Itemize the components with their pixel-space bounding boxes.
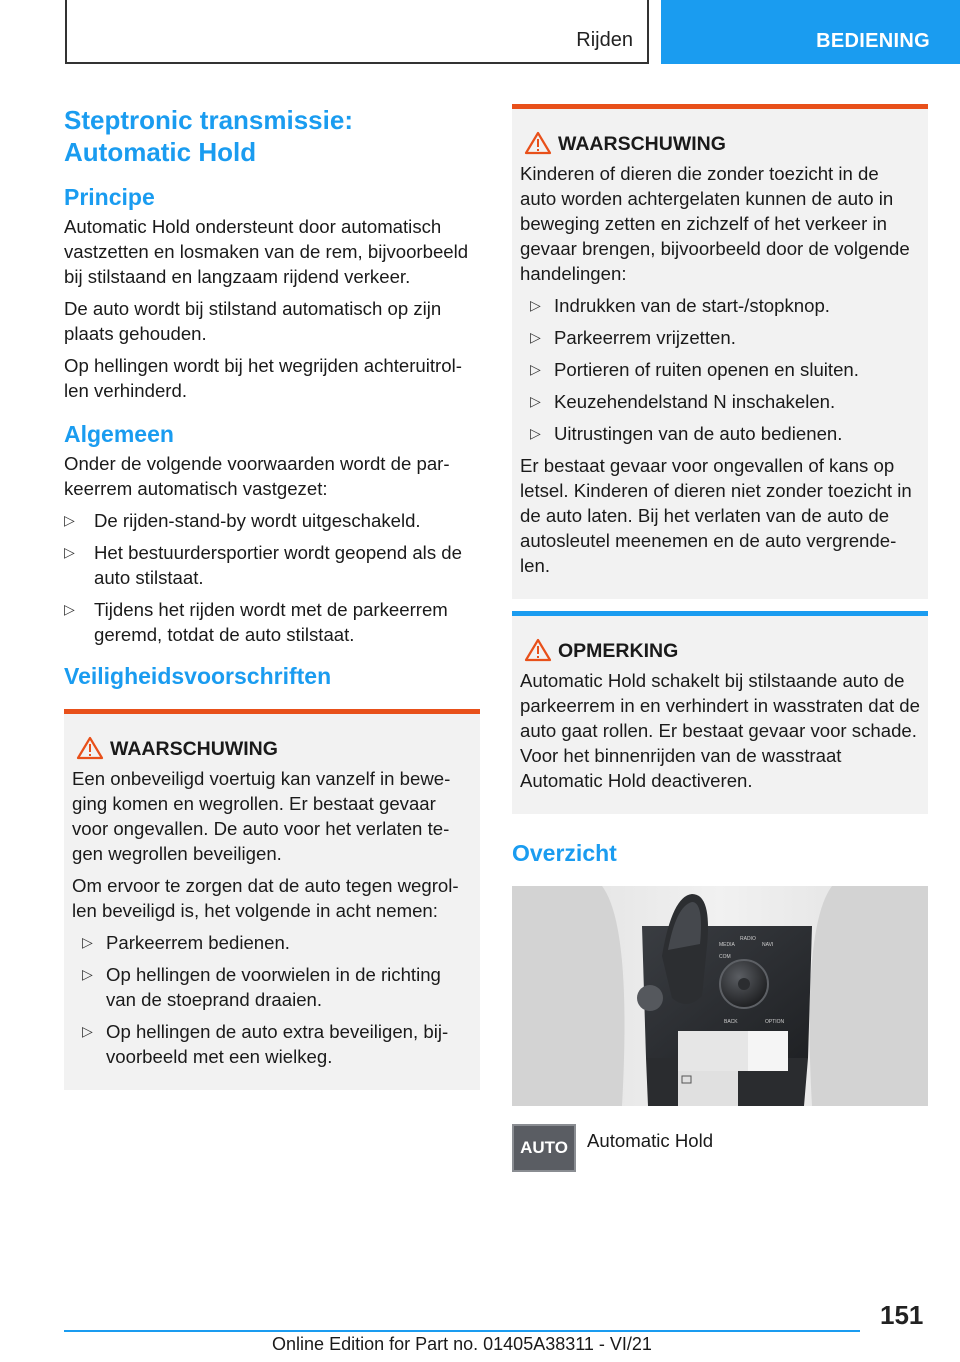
note-title: OPMERKING	[520, 638, 920, 664]
principe-paragraph-2: De auto wordt bij stilstand automatisch op zijn plaats gehouden.	[64, 298, 442, 344]
triangle-bullet-icon: ▷	[530, 329, 541, 345]
heading-veiligheid: Veiligheidsvoorschriften	[64, 663, 332, 689]
list-item: ▷ Keuzehendelstand N inschakelen.	[530, 391, 836, 412]
heading-overzicht: Overzicht	[512, 840, 617, 866]
warning-list	[72, 930, 472, 1069]
heading-algemeen: Algemeen	[64, 421, 174, 447]
algemeen-list	[64, 508, 480, 647]
triangle-bullet-icon: ▷	[64, 601, 75, 617]
triangle-bullet-icon: ▷	[64, 544, 75, 560]
principe-paragraph-1: Automatic Hold ondersteunt door automatisch vastzetten en losmaken van de rem, bijvoorbeeld bij stilstaand en langzaam rijdend verkeer.	[64, 216, 469, 287]
list-item: ▷ Parkeerrem vrijzetten.	[530, 327, 736, 348]
page-number: 151	[880, 1300, 924, 1330]
warning-box-right	[512, 104, 928, 599]
triangle-bullet-icon: ▷	[530, 361, 541, 377]
warning-paragraph-2: Er bestaat gevaar voor ongevallen of kans op letsel. Kinderen of dieren niet zonder toezicht in de auto laten. Bij het verlaten van de auto de autosleutel meenemen en de auto vergrendelen.	[520, 455, 912, 576]
list-item: ▷ Uitrustingen van de auto bedienen.	[530, 423, 843, 444]
triangle-bullet-icon: ▷	[530, 393, 541, 409]
photo-button-label: RADIO	[740, 936, 756, 942]
list-item: ▷ Het bestuurdersportier wordt geopend als de auto stilstaat.	[64, 542, 462, 588]
warning-paragraph-1: Kinderen of dieren die zonder toezicht in de auto worden achtergelaten kunnen de auto in beweging zetten en zichzelf of het verkeer in gevaar brengen, bijvoorbeeld door de volgende handelingen:	[520, 163, 910, 284]
page-title: Steptronic transmissie: Automatic Hold	[64, 105, 353, 167]
triangle-bullet-icon: ▷	[530, 425, 541, 441]
photo-button-label: COM	[719, 954, 731, 960]
list-item: ▷ De rijden-stand-by wordt uitgeschakeld.	[64, 510, 421, 531]
photo-button-label: NAVI	[762, 942, 774, 948]
photo-button-label: OPTION	[765, 1019, 785, 1025]
list-item: ▷ Parkeerrem bedienen.	[82, 932, 290, 953]
header-chapter-label: BEDIENING	[816, 30, 930, 52]
warning-triangle-icon	[524, 638, 552, 662]
gear-selector-photo	[512, 886, 928, 1106]
automatic-hold-row	[512, 1124, 928, 1201]
warning-title: WAARSCHUWING	[520, 131, 920, 157]
list-item: ▷ Op hellingen de auto extra beveiligen, bijvoorbeeld met een wielkeg.	[82, 1021, 449, 1067]
warning-list	[520, 293, 920, 446]
footer-edition: Online Edition for Part no. 01405A38311 - VI/21	[272, 1334, 652, 1354]
triangle-bullet-icon: ▷	[82, 934, 93, 950]
left-column	[64, 104, 480, 1090]
right-column	[512, 104, 928, 1201]
gear-console-illustration	[512, 886, 928, 1106]
automatic-hold-label: Automatic Hold	[587, 1130, 714, 1151]
triangle-bullet-icon: ▷	[82, 966, 93, 982]
list-item: ▷ Indrukken van de start-/stopknop.	[530, 295, 830, 316]
note-paragraph: Automatic Hold schakelt bij stilstaande auto de parkeerrem in en verhindert in wasstraten dat de auto gaat rollen. Er bestaat gevaar voor schade. Voor het binnenrijden van de wasstraat Automatic Hold deactiveren.	[520, 670, 920, 791]
list-item: ▷ Portieren of ruiten openen en sluiten.	[530, 359, 859, 380]
heading-principe: Principe	[64, 184, 155, 210]
warning-box-left	[64, 709, 480, 1090]
list-item: ▷ Op hellingen de voorwielen in de richting van de stoeprand draaien.	[82, 964, 441, 1010]
warning-paragraph-1: Een onbeveiligd voertuig kan vanzelf in beweging komen en wegrollen. Er bestaat gevaar voor ongevallen. De auto voor het verlaten tegen wegrollen beveiligen.	[72, 768, 451, 864]
auto-h-button-icon: AUTO H	[512, 1124, 576, 1172]
warning-triangle-icon	[76, 736, 104, 760]
principe-paragraph-3: Op hellingen wordt bij het wegrijden achteruitrollen verhinderd.	[64, 355, 462, 401]
algemeen-paragraph: Onder de volgende voorwaarden wordt de parkeerrem automatisch vastgezet:	[64, 453, 450, 499]
warning-triangle-icon	[524, 131, 552, 155]
header-section-tab	[65, 0, 649, 64]
header-section-label: Rijden	[576, 29, 633, 51]
triangle-bullet-icon: ▷	[82, 1023, 93, 1039]
triangle-bullet-icon: ▷	[530, 297, 541, 313]
triangle-bullet-icon: ▷	[64, 512, 75, 528]
photo-button-label: BACK	[724, 1019, 738, 1025]
header-chapter-tab	[661, 0, 960, 64]
warning-paragraph-2: Om ervoor te zorgen dat de auto tegen wegrollen beveiligd is, het volgende in acht nemen:	[72, 875, 459, 921]
footer-divider	[64, 1330, 860, 1332]
note-box	[512, 611, 928, 814]
list-item: ▷ Tijdens het rijden wordt met de parkeerrem geremd, totdat de auto stilstaat.	[64, 599, 448, 645]
photo-button-label: MEDIA	[719, 942, 735, 948]
warning-title: WAARSCHUWING	[72, 736, 472, 762]
